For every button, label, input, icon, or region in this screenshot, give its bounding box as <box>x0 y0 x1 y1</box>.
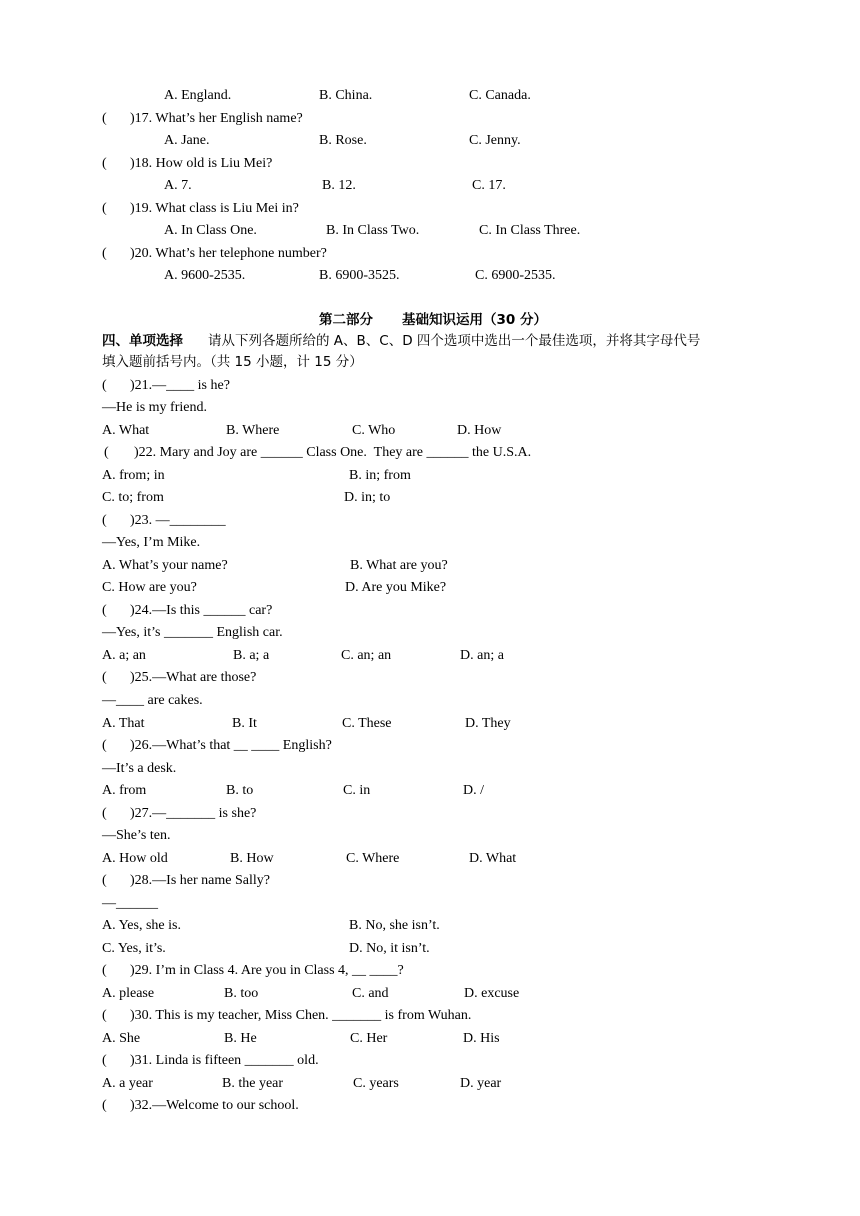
text-line-16-seg-1: B. in; from <box>349 468 411 483</box>
text-line-9-seg-0: 第二部分 <box>319 312 373 328</box>
text-line-27-seg-1: B. It <box>232 716 257 731</box>
text-line-42-seg-1: )31. Linda is fifteen _______ old. <box>130 1053 319 1068</box>
text-line-27-seg-0: A. That <box>102 716 145 731</box>
text-line-12-seg-0: ( <box>102 378 107 393</box>
text-line-0-seg-1: B. China. <box>319 88 373 103</box>
text-line-43-seg-1: B. the year <box>222 1076 284 1091</box>
text-line-10-seg-0: 四、单项选择 <box>102 333 183 349</box>
text-line-18-seg-1: )23. —________ <box>130 513 226 528</box>
text-line-23-seg-0: —Yes, it’s _______ English car. <box>102 625 283 640</box>
text-line-15-seg-1: )22. Mary and Joy are ______ Class One. They are ______ the U.S.A. <box>134 445 532 460</box>
text-line-24-seg-0: A. a; an <box>102 648 146 663</box>
text-line-38-seg-0: ( <box>102 963 107 978</box>
text-line-16-seg-0: A. from; in <box>102 468 165 483</box>
text-line-4-seg-0: A. 7. <box>164 178 192 193</box>
text-line-28-seg-0: ( <box>102 738 107 753</box>
text-line-8-seg-1: B. 6900-3525. <box>319 268 400 283</box>
text-line-5-seg-1: )19. What class is Liu Mei in? <box>130 201 299 216</box>
text-line-41-seg-2: C. Her <box>350 1031 388 1046</box>
text-line-4-seg-1: B. 12. <box>322 178 356 193</box>
text-line-25-seg-0: ( <box>102 670 107 685</box>
text-line-30-seg-0: A. from <box>102 783 147 798</box>
text-line-4-seg-2: C. 17. <box>472 178 506 193</box>
text-line-32-seg-0: —She’s ten. <box>102 828 171 843</box>
text-line-18-seg-0: ( <box>102 513 107 528</box>
text-line-28-seg-1: )26.—What’s that __ ____ English? <box>130 738 332 753</box>
text-line-20-seg-0: A. What’s your name? <box>102 558 228 573</box>
text-line-30-seg-1: B. to <box>226 783 254 798</box>
text-line-31-seg-1: )27.—_______ is she? <box>130 806 257 821</box>
text-line-41-seg-3: D. His <box>463 1031 500 1046</box>
text-line-33-seg-3: D. What <box>469 851 517 866</box>
text-line-17-seg-1: D. in; to <box>344 490 391 505</box>
text-line-39-seg-3: D. excuse <box>464 986 520 1001</box>
text-line-6-seg-1: B. In Class Two. <box>326 223 420 238</box>
text-line-22-seg-0: ( <box>102 603 107 618</box>
text-line-5-seg-0: ( <box>102 201 107 216</box>
text-line-24-seg-1: B. a; a <box>233 648 270 663</box>
text-line-14-seg-0: A. What <box>102 423 150 438</box>
text-line-33-seg-1: B. How <box>230 851 274 866</box>
text-line-6-seg-2: C. In Class Three. <box>479 223 581 238</box>
text-line-14-seg-1: B. Where <box>226 423 280 438</box>
text-line-21-seg-0: C. How are you? <box>102 580 197 595</box>
text-line-21-seg-1: D. Are you Mike? <box>345 580 447 595</box>
text-line-3-seg-1: )18. How old is Liu Mei? <box>130 156 273 171</box>
text-line-36-seg-0: A. Yes, she is. <box>102 918 181 933</box>
text-line-33-seg-2: C. Where <box>346 851 400 866</box>
text-line-9-seg-1: 基础知识运用（30 分） <box>402 312 547 328</box>
text-line-37-seg-1: D. No, it isn’t. <box>349 941 430 956</box>
text-line-14-seg-3: D. How <box>457 423 502 438</box>
text-line-24-seg-3: D. an; a <box>460 648 504 663</box>
text-line-44-seg-1: )32.—Welcome to our school. <box>130 1098 299 1113</box>
text-line-34-seg-0: ( <box>102 873 107 888</box>
text-line-42-seg-0: ( <box>102 1053 107 1068</box>
text-line-44-seg-0: ( <box>102 1098 107 1113</box>
text-line-30-seg-3: D. / <box>463 783 484 798</box>
text-line-10-seg-1: 请从下列各题所给的 A、B、C、D 四个选项中选出一个最佳选项，并将其字母代号 <box>208 333 701 349</box>
text-line-19-seg-0: —Yes, I’m Mike. <box>102 535 201 550</box>
text-line-15-seg-0: ( <box>104 445 109 460</box>
text-line-7-seg-1: )20. What’s her telephone number? <box>130 246 327 261</box>
text-line-30-seg-2: C. in <box>343 783 371 798</box>
text-line-17-seg-0: C. to; from <box>102 490 164 505</box>
text-line-25-seg-1: )25.—What are those? <box>130 670 257 685</box>
text-line-35-seg-0: —______ <box>102 896 158 911</box>
text-line-38-seg-1: )29. I’m in Class 4. Are you in Class 4, __ ____? <box>130 963 404 978</box>
text-line-8-seg-2: C. 6900-2535. <box>475 268 556 283</box>
text-line-41-seg-0: A. She <box>102 1031 141 1046</box>
text-line-43-seg-2: C. years <box>353 1076 399 1091</box>
text-line-27-seg-2: C. These <box>342 716 392 731</box>
text-line-13-seg-0: —He is my friend. <box>102 400 207 415</box>
text-line-36-seg-1: B. No, she isn’t. <box>349 918 440 933</box>
text-line-29-seg-0: —It’s a desk. <box>102 761 177 776</box>
text-line-27-seg-3: D. They <box>465 716 511 731</box>
text-line-26-seg-0: —____ are cakes. <box>102 693 203 708</box>
text-line-12-seg-1: )21.—____ is he? <box>130 378 230 393</box>
text-line-3-seg-0: ( <box>102 156 107 171</box>
text-line-41-seg-1: B. He <box>224 1031 257 1046</box>
text-line-40-seg-1: )30. This is my teacher, Miss Chen. _______ is from Wuhan. <box>130 1008 472 1023</box>
text-line-8-seg-0: A. 9600-2535. <box>164 268 246 283</box>
text-line-1-seg-1: )17. What’s her English name? <box>130 111 303 126</box>
text-line-39-seg-0: A. please <box>102 986 155 1001</box>
text-line-22-seg-1: )24.—Is this ______ car? <box>130 603 273 618</box>
text-line-11-seg-0: 填入题前括号内。（共 15 小题，计 15 分） <box>102 354 363 370</box>
text-line-20-seg-1: B. What are you? <box>350 558 448 573</box>
text-line-24-seg-2: C. an; an <box>341 648 392 663</box>
text-line-39-seg-2: C. and <box>352 986 389 1001</box>
text-line-2-seg-2: C. Jenny. <box>469 133 521 148</box>
text-line-6-seg-0: A. In Class One. <box>164 223 257 238</box>
text-line-2-seg-1: B. Rose. <box>319 133 367 148</box>
text-line-7-seg-0: ( <box>102 246 107 261</box>
text-line-0-seg-2: C. Canada. <box>469 88 531 103</box>
text-line-31-seg-0: ( <box>102 806 107 821</box>
text-line-37-seg-0: C. Yes, it’s. <box>102 941 166 956</box>
text-line-40-seg-0: ( <box>102 1008 107 1023</box>
text-line-0-seg-0: A. England. <box>164 88 232 103</box>
text-line-43-seg-3: D. year <box>460 1076 502 1091</box>
text-line-34-seg-1: )28.—Is her name Sally? <box>130 873 270 888</box>
text-line-1-seg-0: ( <box>102 111 107 126</box>
text-line-39-seg-1: B. too <box>224 986 259 1001</box>
text-line-43-seg-0: A. a year <box>102 1076 153 1091</box>
text-line-33-seg-0: A. How old <box>102 851 168 866</box>
text-line-14-seg-2: C. Who <box>352 423 396 438</box>
text-line-2-seg-0: A. Jane. <box>164 133 210 148</box>
